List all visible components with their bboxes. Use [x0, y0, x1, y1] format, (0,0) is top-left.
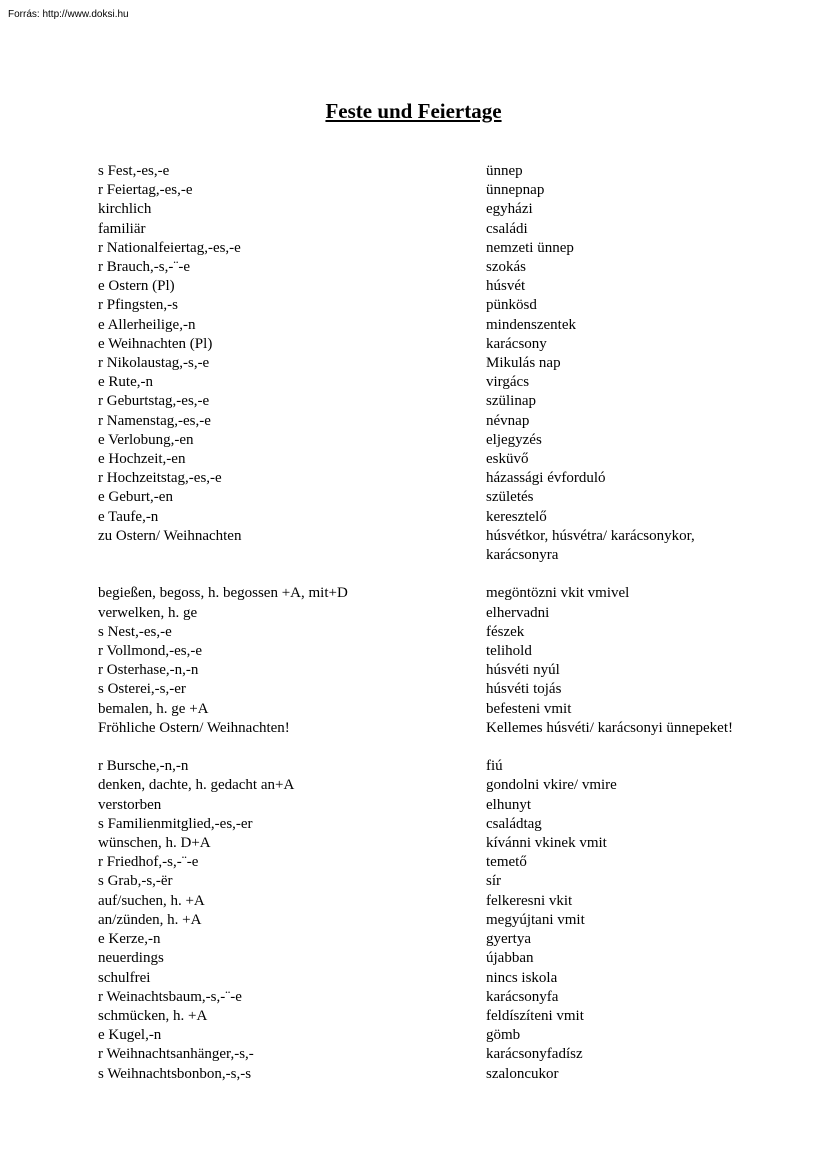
vocab-row [98, 181, 798, 200]
german-term: s Weihnachtsbonbon,-s,-s [98, 1065, 252, 1082]
hungarian-translation: elhunyt [486, 796, 531, 813]
vocab-row [98, 815, 798, 834]
german-term: r Vollmond,-es,-e [98, 643, 203, 660]
hungarian-translation: házassági évforduló [486, 470, 606, 487]
vocab-row [98, 930, 798, 949]
german-term: e Hochzeit,-en [98, 451, 186, 468]
hungarian-translation: befesteni vmit [486, 700, 572, 717]
vocab-row [98, 604, 798, 623]
vocab-row [98, 373, 798, 392]
hungarian-translation: keresztelő [486, 508, 547, 525]
german-term: neuerdings [98, 950, 164, 967]
german-term: s Familienmitglied,-es,-er [98, 815, 253, 832]
german-term: r Pfingsten,-s [98, 297, 178, 314]
vocab-row [98, 335, 798, 354]
german-term: r Nikolaustag,-s,-e [98, 355, 210, 372]
hungarian-translation: névnap [486, 412, 530, 429]
german-term: s Osterei,-s,-er [98, 681, 186, 698]
german-term: e Allerheilige,-n [98, 316, 196, 333]
vocab-row [98, 1007, 798, 1026]
hungarian-translation: karácsonyfadísz [486, 1046, 583, 1063]
vocab-row [98, 796, 798, 815]
vocab-row [98, 872, 798, 891]
german-term: e Weihnachten (Pl) [98, 335, 213, 352]
vocab-row [98, 1026, 798, 1045]
german-term: r Geburtstag,-es,-e [98, 393, 210, 410]
vocab-row [98, 719, 798, 738]
vocab-row [98, 988, 798, 1007]
hungarian-translation: szülinap [486, 393, 536, 410]
german-term: r Hochzeitstag,-es,-e [98, 470, 222, 487]
german-term: e Verlobung,-en [98, 431, 194, 448]
hungarian-translation: húsvéti nyúl [486, 662, 560, 679]
hungarian-translation: fiú [486, 758, 503, 775]
vocab-row [98, 1045, 798, 1064]
vocab-row [98, 949, 798, 968]
german-term: r Friedhof,-s,-¨-e [98, 854, 199, 871]
hungarian-translation: ünnepnap [486, 182, 545, 199]
hungarian-translation: virgács [486, 374, 530, 391]
hungarian-translation: sír [486, 873, 501, 890]
hungarian-translation: ünnep [486, 163, 523, 179]
hungarian-translation: elhervadni [486, 604, 550, 621]
hungarian-translation: karácsonyfa [486, 988, 559, 1005]
vocab-row [98, 277, 798, 296]
hungarian-translation: feldíszíteni vmit [486, 1007, 584, 1024]
german-term: Fröhliche Ostern/ Weihnachten! [98, 719, 290, 736]
vocab-row [98, 162, 798, 181]
vocab-row [98, 488, 798, 507]
vocab-row [98, 757, 798, 776]
hungarian-translation: húsvéti tojás [486, 681, 562, 698]
german-term: e Geburt,-en [98, 489, 173, 506]
hungarian-translation: megyújtani vmit [486, 911, 585, 928]
german-term: verstorben [98, 796, 162, 813]
hungarian-translation: eljegyzés [486, 431, 542, 448]
vocab-row [98, 661, 798, 680]
hungarian-translation: nemzeti ünnep [486, 239, 574, 256]
page-title: Feste und Feiertage [325, 99, 502, 123]
hungarian-translation: esküvő [486, 451, 529, 468]
german-term: auf/suchen, h. +A [98, 892, 205, 909]
hungarian-translation: megöntözni vkit vmivel [486, 585, 630, 602]
hungarian-translation: Kellemes húsvéti/ karácsonyi ünnepeket! [486, 719, 734, 736]
source-note: Forrás: http://www.doksi.hu [8, 9, 129, 20]
vocab-row [98, 911, 798, 930]
vocab-row [98, 316, 798, 335]
vocab-row [98, 412, 798, 431]
hungarian-translation: gömb [486, 1027, 521, 1044]
german-term: familiär [98, 220, 146, 237]
vocab-row [98, 296, 798, 315]
vocab-row [98, 220, 798, 239]
vocab-row [98, 450, 798, 469]
hungarian-translation: mindenszentek [486, 316, 576, 333]
german-term: e Taufe,-n [98, 508, 159, 525]
vocab-row [98, 623, 798, 642]
vocab-row [98, 834, 798, 853]
hungarian-translation: húsvétkor, húsvétra/ karácsonykor, karácsonyra [486, 527, 695, 564]
hungarian-translation: családtag [486, 815, 542, 832]
hungarian-translation: karácsony [486, 335, 547, 352]
german-term: schulfrei [98, 969, 151, 986]
german-term: denken, dachte, h. gedacht an+A [98, 777, 295, 794]
vocab-row [98, 853, 798, 872]
vocab-row [98, 508, 798, 527]
german-term: r Bursche,-n,-n [98, 758, 189, 775]
german-term: e Kugel,-n [98, 1027, 162, 1044]
section-gap [98, 738, 798, 757]
hungarian-translation: szokás [486, 259, 526, 276]
german-term: r Namenstag,-es,-e [98, 412, 211, 429]
german-term: r Nationalfeiertag,-es,-e [98, 239, 241, 256]
hungarian-translation: gondolni vkire/ vmire [486, 777, 617, 794]
hungarian-translation: egyházi [486, 201, 533, 218]
german-term: an/zünden, h. +A [98, 911, 202, 928]
german-term: r Osterhase,-n,-n [98, 662, 199, 679]
section-gap [98, 565, 798, 584]
german-term: s Nest,-es,-e [98, 623, 172, 640]
vocab-row [98, 469, 798, 488]
vocab-row [98, 680, 798, 699]
german-term: e Rute,-n [98, 374, 153, 391]
vocab-row [98, 258, 798, 277]
vocab-row [98, 969, 798, 988]
hungarian-translation: telihold [486, 643, 532, 660]
vocab-row [98, 584, 798, 603]
vocab-row [98, 527, 798, 565]
vocab-row [98, 354, 798, 373]
german-term: e Kerze,-n [98, 931, 161, 948]
hungarian-translation: családi [486, 220, 528, 237]
hungarian-translation: kívánni vkinek vmit [486, 835, 607, 852]
hungarian-translation: születés [486, 489, 534, 506]
hungarian-translation: felkeresni vkit [486, 892, 573, 909]
hungarian-translation: gyertya [486, 931, 531, 948]
german-term: wünschen, h. D+A [98, 835, 211, 852]
vocab-row [98, 200, 798, 219]
german-term: r Weihnachtsanhänger,-s,- [98, 1046, 254, 1063]
german-term: s Fest,-es,-e [98, 163, 170, 179]
german-term: r Brauch,-s,-¨-e [98, 259, 191, 276]
vocab-row [98, 642, 798, 661]
hungarian-translation: nincs iskola [486, 969, 558, 986]
hungarian-translation: temető [486, 854, 527, 871]
vocab-row [98, 431, 798, 450]
hungarian-translation: fészek [486, 623, 525, 640]
vocab-row [98, 776, 798, 795]
vocab-row [98, 239, 798, 258]
hungarian-translation: szaloncukor [486, 1065, 559, 1082]
german-term: verwelken, h. ge [98, 604, 198, 621]
german-term: r Weinachtsbaum,-s,-¨-e [98, 988, 242, 1005]
hungarian-translation: húsvét [486, 278, 526, 295]
german-term: kirchlich [98, 201, 152, 218]
german-term: s Grab,-s,-ër [98, 873, 173, 890]
german-term: e Ostern (Pl) [98, 278, 175, 295]
vocab-row [98, 892, 798, 911]
vocab-row [98, 1065, 798, 1084]
vocab-row [98, 392, 798, 411]
hungarian-translation: Mikulás nap [486, 355, 561, 372]
hungarian-translation: pünkösd [486, 297, 537, 314]
vocabulary-list [98, 162, 798, 1084]
german-term: zu Ostern/ Weihnachten [98, 527, 242, 544]
hungarian-translation: újabban [486, 950, 534, 967]
vocab-row [98, 700, 798, 719]
german-term: begießen, begoss, h. begossen +A, mit+D [98, 585, 348, 602]
german-term: schmücken, h. +A [98, 1007, 208, 1024]
german-term: bemalen, h. ge +A [98, 700, 209, 717]
german-term: r Feiertag,-es,-e [98, 182, 193, 199]
